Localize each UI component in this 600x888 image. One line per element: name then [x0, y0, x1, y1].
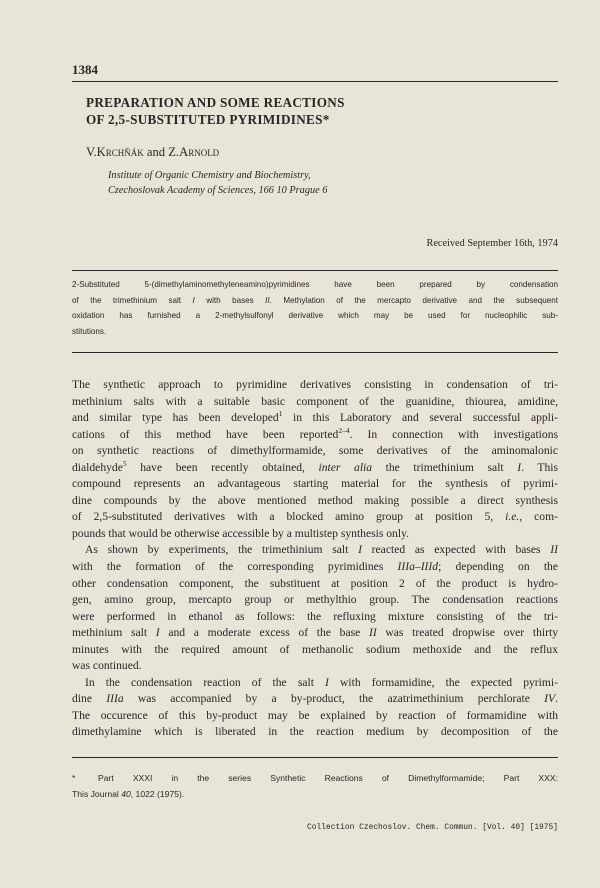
compound-ref: I: [517, 460, 522, 474]
body-line: were performed in ethanol as follows: the refluxing mixture consisting of the tri-: [72, 609, 558, 623]
body-line: gen, amino group, mercapto group or methylthio group. The condensation reactions: [72, 593, 558, 607]
abstract-line: oxidation has furnished a 2-methylsulfonyl derivative which may be used for nucleophilic sub-: [72, 311, 558, 321]
compound-ref: I: [155, 626, 160, 640]
body-line: methinium salt I and a moderate excess of the base II was treated dropwise over thirty: [72, 626, 558, 640]
footnote-line: * Part XXXI in the series Synthetic Reactions of Dimethylformamide; Part XXX:: [72, 770, 558, 786]
body-line: minutes with the required amount of methanolic sodium methoxide and the reflux: [72, 642, 558, 656]
author-1-surname-cap: K: [96, 145, 106, 159]
citation: 5: [122, 458, 127, 468]
page-number: 1384: [72, 62, 98, 77]
title-line-1: PREPARATION AND SOME REACTIONS: [86, 95, 345, 110]
journal-citation: Collection Czechoslov. Chem. Commun. [Vol. 40] [1975]: [307, 823, 558, 832]
compound-ref: I: [192, 295, 195, 305]
title-line-2: OF 2,5-SUBSTITUTED PYRIMIDINES*: [86, 112, 330, 127]
author-2-surname: rnold: [188, 145, 220, 159]
compound-ref: I: [358, 543, 362, 557]
body-line: In the condensation reaction of the salt I with formamidine, the expected pyrimi-: [85, 675, 558, 689]
body-line: on synthetic reactions of dimethylformamide, some derivatives of the aminomalonic: [72, 444, 558, 458]
affiliation: [108, 168, 327, 198]
body-line: methinium salts with a suitable basic component of the guanidine, thiourea, amidine,: [72, 394, 558, 408]
body-line: dialdehyde$^5$ have been recently obtained, inter alia the trimethinium salt I. This: [72, 458, 559, 474]
compound-ref: II: [368, 626, 377, 640]
footnote-marker: *: [72, 773, 76, 783]
body-line: dimethylamine which is liberated in the reaction medium by decomposition of the: [72, 725, 558, 739]
affiliation-line-1: Institute of Organic Chemistry and Biochemistry,: [108, 170, 311, 181]
body-line: was continued.: [72, 659, 142, 673]
body-line: The synthetic approach to pyrimidine derivatives consisting in condensation of tri-: [72, 378, 558, 391]
author-2-initial: Z.: [168, 145, 180, 159]
body-line: pounds that would be otherwise accessible by a multistep synthesis only.: [72, 526, 410, 540]
body-line: As shown by experiments, the trimethinium salt I reacted as expected with bases II: [85, 543, 559, 557]
article-title: [86, 94, 526, 128]
body-line: compound represents an advantageous starting material for the synthesis of pyrimi-: [72, 477, 558, 491]
compound-ref: II: [550, 543, 559, 557]
citation: 2–4: [338, 425, 350, 435]
body-line: with the formation of the corresponding pyrimidines IIIa–IIId; depending on the: [72, 560, 558, 574]
body-line: other condensation component, the substituent at position 2 of the product is hydro-: [72, 576, 558, 590]
footnote: [72, 770, 558, 802]
abstract: [72, 277, 558, 339]
footnote-line: This Journal 40, 1022 (1975).: [72, 789, 185, 799]
abstract-rule-top: [72, 270, 558, 271]
compound-ref: IV: [544, 692, 556, 706]
author-1-initial: V.: [86, 145, 97, 159]
received-date: Received September 16th, 1974: [426, 238, 558, 249]
body-line: cations of this method have been reported$^{2-4}$. In connection with investigations: [72, 425, 558, 441]
affiliation-line-2: Czechoslovak Academy of Sciences, 166 10 Prague 6: [108, 185, 328, 196]
body-line: dine IIIa was accompanied by a by-product, the azatrimethinium perchlorate IV.: [72, 692, 559, 706]
abstract-line: stitutions.: [72, 326, 107, 336]
author-2-surname-cap: A: [179, 145, 189, 159]
abstract-rule-bottom: [72, 352, 558, 353]
body-line: and similar type has been developed$^1$ in this Laboratory and several successful appli-: [72, 409, 558, 425]
body-line: The occurence of this by-product may be explained by reaction of formamidine with: [72, 708, 558, 722]
abstract-line: 2-Substituted 5-(dimethylaminomethyleneamino)pyrimidines have been prepared by condensation: [72, 280, 558, 289]
footnote-rule: [72, 757, 558, 758]
header-rule: [72, 81, 558, 82]
body-line: of 2,5-substituted derivatives with a blocked amino group at position 5, i.e., com-: [72, 510, 558, 524]
body-text: [72, 377, 558, 741]
author-1-surname: rchňák: [105, 145, 144, 159]
body-line: dine compounds by the above mentioned method making possible a direct synthesis: [72, 493, 558, 507]
compound-ref: IIIa–IIId: [397, 560, 439, 574]
compound-ref: I: [325, 675, 329, 689]
citation: 1: [278, 409, 283, 419]
authors: [86, 145, 219, 160]
compound-ref: IIIa: [106, 692, 124, 706]
author-and: and: [143, 145, 169, 159]
abstract-line: of the trimethinium salt I with bases II. Methylation of the mercapto derivative and the subsequent: [72, 295, 558, 305]
compound-ref: II: [265, 295, 270, 305]
